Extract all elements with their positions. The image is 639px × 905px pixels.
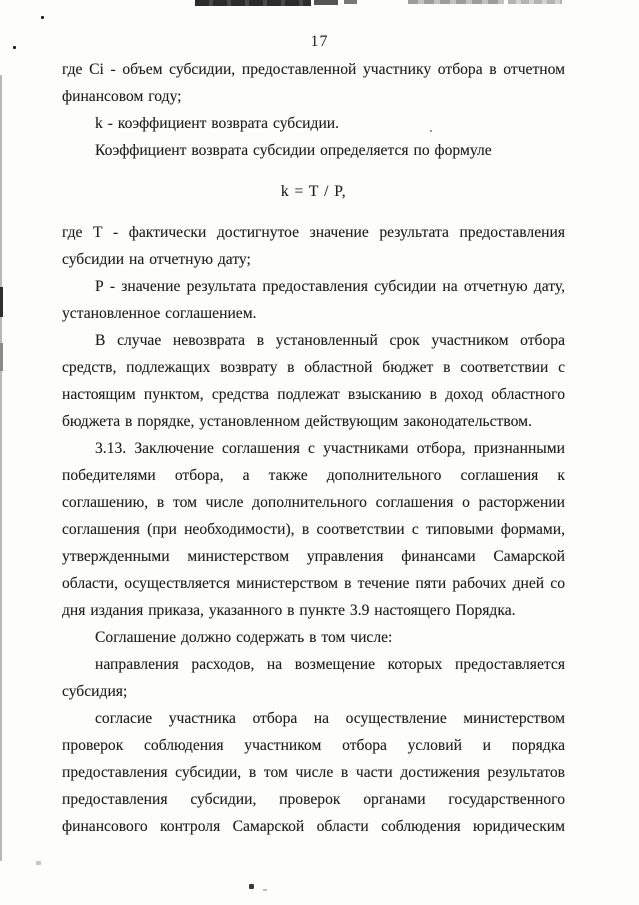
formula-k-equals-t-over-p: k = T / P, bbox=[280, 183, 347, 200]
scan-speck bbox=[36, 861, 41, 865]
paragraph-p-definition: Р - значение результата предоставления субсидии на отчетную дату, установленное соглашением. bbox=[62, 278, 565, 322]
scan-speck bbox=[249, 884, 254, 889]
scan-artifact-top-strip bbox=[314, 0, 338, 5]
paragraph-expense-directions: направления расходов, на возмещение которых предоставляется субсидия; bbox=[62, 656, 565, 700]
paragraph-nonreturn-clause: В случае невозврата в установленный срок участником отбора средств, подлежащих возврату в областной бюджет в соответствии с настоящим пунктом, средства подлежат взысканию в доход областного бюджета в порядке, установленном действующим законодательством. bbox=[62, 332, 565, 430]
paragraph-consent-to-checks: согласие участника отбора на осуществление министерством проверок соблюдения участником отбора условий и порядка предоставления субсидии, в том числе в части достижения результатов предоставления субсидии, проверок органами государственного финансового контроля Самарской области соблюдения юридическим bbox=[62, 710, 565, 835]
paragraph-3-13-agreement: 3.13. Заключение соглашения с участниками отбора, признанными победителями отбора, а также дополнительного соглашения к соглашению, в том числе дополнительного соглашения о расторжении соглашения (при необходимости), в соответствии с типовыми формами, утвержденными министерством управления финансами Самарской области, осуществляется министерством в течение пяти рабочих дней со дня издания приказа, указанного в пункте 3.9 настоящего Порядка. bbox=[62, 440, 565, 619]
scan-artifact-top-strip bbox=[408, 0, 504, 4]
paragraph-k-definition: k - коэффициент возврата субсидии. bbox=[95, 115, 340, 132]
scan-artifact-left-blob bbox=[0, 287, 3, 317]
document-text-block bbox=[62, 56, 565, 840]
scan-speck bbox=[41, 16, 44, 19]
scan-speck bbox=[263, 889, 267, 891]
scan-artifact-top-strip bbox=[508, 0, 562, 4]
page-number: 17 bbox=[310, 33, 329, 50]
scan-artifact-left-edge-line bbox=[0, 75, 2, 861]
scan-artifact-top-strip bbox=[344, 0, 357, 4]
paragraph-formula-intro: Коэффициент возврата субсидии определяется по формуле bbox=[95, 142, 492, 159]
scan-artifact-left-blob bbox=[0, 343, 3, 371]
paragraph-t-definition: где Т - фактически достигнутое значение результата предоставления субсидии на отчетную дату; bbox=[62, 224, 565, 268]
paragraph-ci-definition: где Ci - объем субсидии, предоставленной участнику отбора в отчетном финансовом году; bbox=[62, 61, 565, 105]
paragraph-agreement-must-contain: Соглашение должно содержать в том числе: bbox=[95, 629, 393, 646]
scan-artifact-top-strip bbox=[195, 0, 311, 6]
